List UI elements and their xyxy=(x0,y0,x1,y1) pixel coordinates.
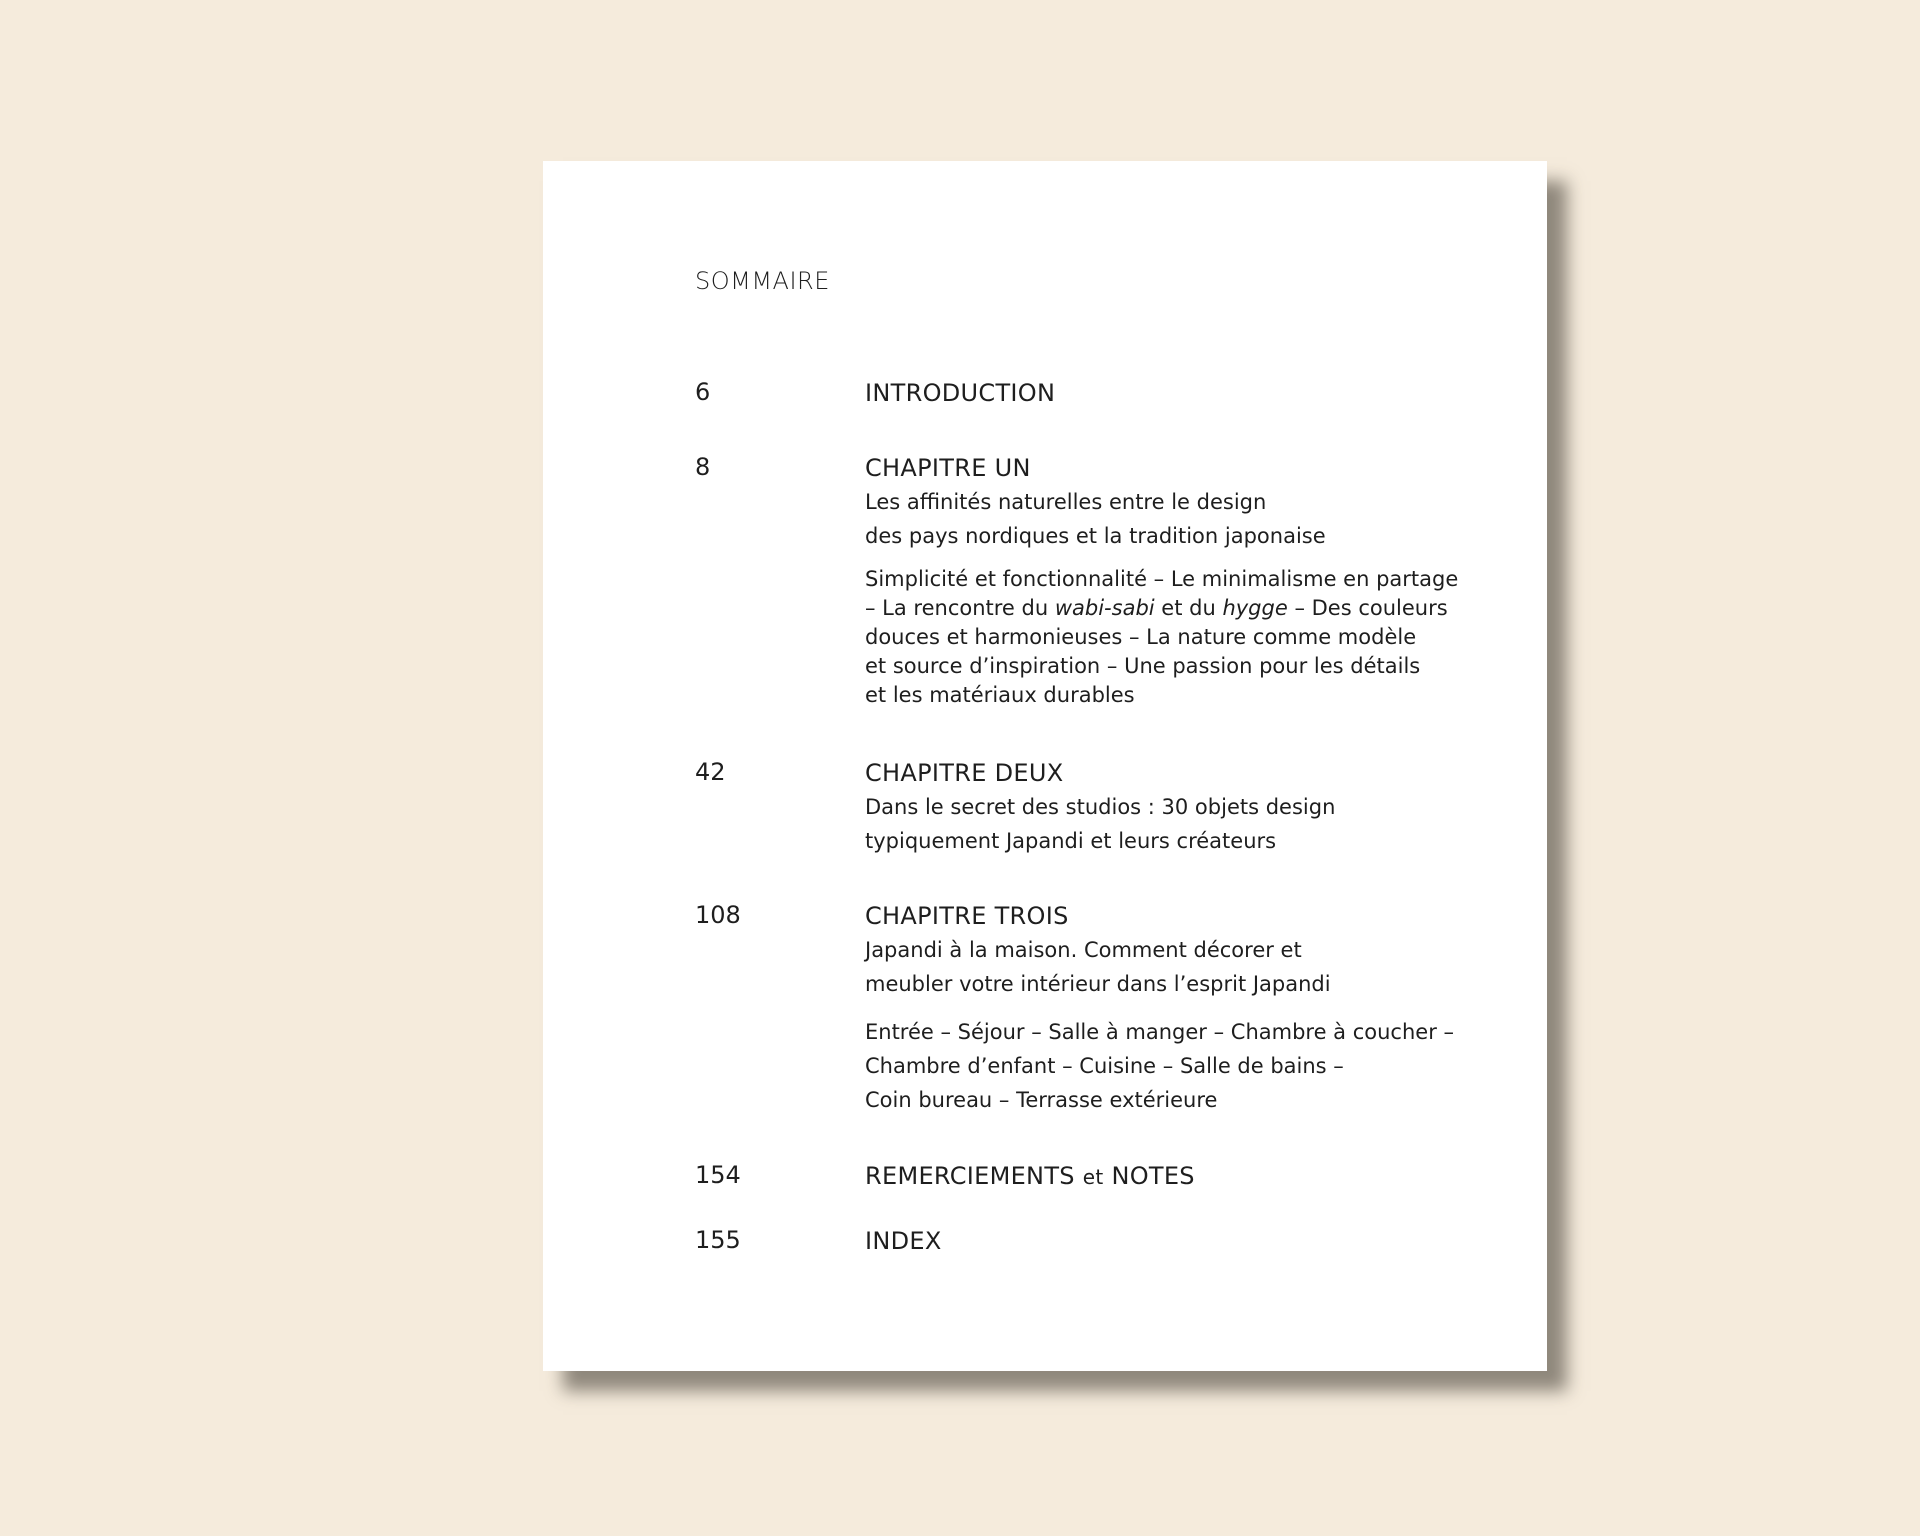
toc-subtitle xyxy=(865,790,1505,858)
toc-entry-content xyxy=(865,1226,1505,1256)
toc-entry-content xyxy=(865,758,1505,858)
toc-detail-text: – Des couleurs xyxy=(1287,596,1448,620)
toc-detail-italic: hygge xyxy=(1222,596,1288,620)
toc-entry-content xyxy=(865,453,1505,710)
toc-heading-part: NOTES xyxy=(1111,1162,1195,1190)
toc-entry-content xyxy=(865,901,1505,1117)
toc-heading: CHAPITRE TROIS xyxy=(865,902,1069,930)
toc-subtitle xyxy=(865,933,1505,1001)
toc-heading xyxy=(865,1161,1505,1192)
toc-detail-line: douces et harmonieuses – La nature comme modèle xyxy=(865,625,1417,649)
toc-detail-line: Chambre d’enfant – Cuisine – Salle de bains – xyxy=(865,1054,1344,1078)
toc-page-number: 6 xyxy=(695,378,711,406)
toc-subtitle-line: des pays nordiques et la tradition japonaise xyxy=(865,524,1326,548)
toc-subtitle-line: meubler votre intérieur dans l’esprit Japandi xyxy=(865,972,1331,996)
toc-heading-conjunction: et xyxy=(1082,1165,1104,1189)
toc-detail-line: Entrée – Séjour – Salle à manger – Chambre à coucher – xyxy=(865,1020,1455,1044)
toc-subtitle-line: Dans le secret des studios : 30 objets design xyxy=(865,795,1336,819)
toc-detail-line: Coin bureau – Terrasse extérieure xyxy=(865,1088,1218,1112)
toc-heading: INTRODUCTION xyxy=(865,379,1056,407)
toc-detail xyxy=(865,565,1505,710)
toc-subtitle-line: Les affinités naturelles entre le design xyxy=(865,490,1267,514)
toc-heading: CHAPITRE DEUX xyxy=(865,759,1064,787)
toc-detail-italic: wabi-sabi xyxy=(1054,596,1155,620)
toc-detail-text: et du xyxy=(1154,596,1223,620)
toc-detail xyxy=(865,1015,1505,1117)
toc-detail-line: Simplicité et fonctionnalité – Le minimalisme en partage xyxy=(865,567,1459,591)
toc-heading-part: REMERCIEMENTS xyxy=(865,1162,1075,1190)
toc-page-number: 108 xyxy=(695,901,741,929)
toc-page-number: 155 xyxy=(695,1226,741,1254)
toc-subtitle xyxy=(865,485,1505,553)
toc-entry-content xyxy=(865,378,1505,408)
toc-page-number: 42 xyxy=(695,758,726,786)
toc-page-number: 8 xyxy=(695,453,711,481)
toc-detail-line xyxy=(865,594,1505,623)
toc-detail-line: et les matériaux durables xyxy=(865,683,1135,707)
toc-detail-line: et source d’inspiration – Une passion pour les détails xyxy=(865,654,1421,678)
book-page xyxy=(543,161,1547,1371)
toc-subtitle-line: Japandi à la maison. Comment décorer et xyxy=(865,938,1302,962)
toc-page-number: 154 xyxy=(695,1161,741,1189)
toc-heading: CHAPITRE UN xyxy=(865,454,1031,482)
toc-detail-text: – La rencontre du xyxy=(865,596,1055,620)
toc-entry-content xyxy=(865,1161,1505,1192)
toc-heading: INDEX xyxy=(865,1227,942,1255)
toc-title: SOMMAIRE xyxy=(695,267,830,295)
toc-subtitle-line: typiquement Japandi et leurs créateurs xyxy=(865,829,1277,853)
